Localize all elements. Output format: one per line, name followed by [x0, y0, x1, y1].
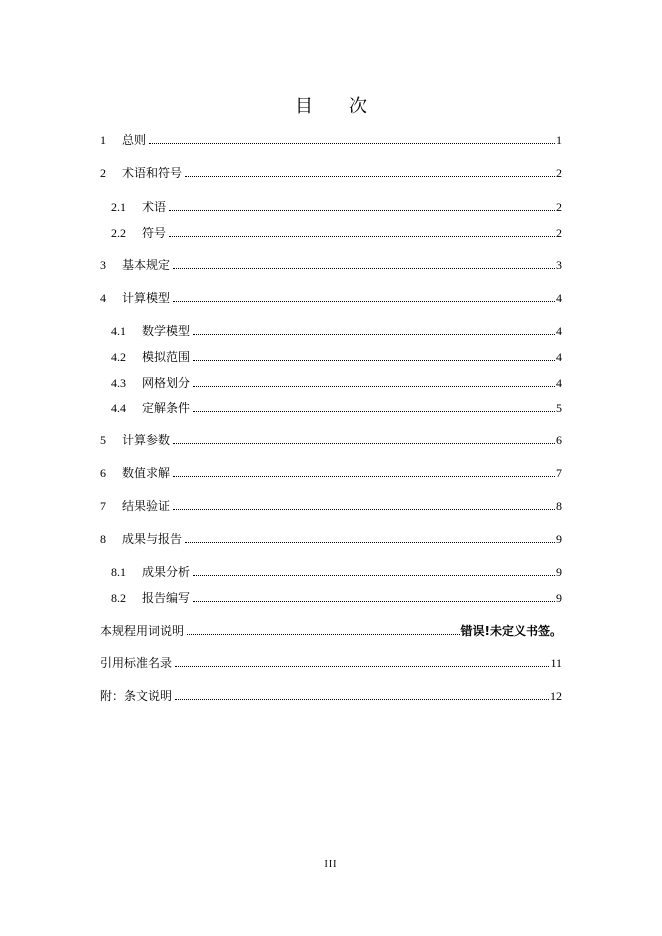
toc-leader-dots	[173, 268, 555, 269]
toc-entry-page: 2	[556, 226, 562, 240]
toc-entry-appendix[interactable]	[100, 687, 562, 705]
toc-entry-page: 4	[556, 324, 562, 338]
toc-entry-number: 4.4	[111, 401, 126, 415]
toc-leader-dots	[173, 476, 555, 477]
toc-leader-dots	[187, 634, 460, 635]
toc-entry-number: 5	[100, 433, 106, 447]
toc-entry-4-2[interactable]	[111, 348, 562, 366]
toc-entry-8-1[interactable]	[111, 563, 562, 581]
page-title-part2: 次	[349, 96, 367, 116]
toc-leader-dots	[193, 386, 555, 387]
toc-entry-label: 模拟范围	[142, 350, 191, 364]
toc-entry-number: 2	[100, 166, 106, 180]
toc-entry-label: 成果分析	[142, 565, 191, 579]
toc-entry-4[interactable]	[100, 289, 562, 307]
toc-entry-number: 4.3	[111, 376, 126, 390]
toc-entry-page: 4	[556, 376, 562, 390]
toc-entry-page: 2	[556, 166, 562, 180]
toc-entry-2-2[interactable]	[111, 224, 562, 242]
toc-leader-dots	[193, 411, 555, 412]
toc-entry-1[interactable]	[100, 131, 562, 149]
toc-entry-label: 网格划分	[142, 376, 191, 390]
toc-entry-label: 术语	[142, 200, 167, 214]
toc-leader-dots	[175, 699, 549, 700]
toc-entry-label: 本规程用词说明	[100, 624, 185, 638]
toc-entry-number: 8.2	[111, 591, 126, 605]
toc-entry-8[interactable]	[100, 530, 562, 548]
toc-entry-number: 3	[100, 258, 106, 272]
toc-entry-page: 4	[556, 291, 562, 305]
toc-entry-number: 6	[100, 466, 106, 480]
toc-entry-7[interactable]	[100, 497, 562, 515]
toc-leader-dots	[185, 176, 555, 177]
toc-entry-label: 术语和符号	[122, 166, 183, 180]
toc-leader-dots	[193, 601, 555, 602]
toc-entry-number: 4	[100, 291, 106, 305]
toc-entry-label: 引用标准名录	[100, 656, 173, 670]
toc-entry-number: 2.2	[111, 226, 126, 240]
toc-entry-label: 定解条件	[142, 401, 191, 415]
toc-entry-page: 3	[556, 258, 562, 272]
toc-entry-page: 6	[556, 433, 562, 447]
toc-leader-dots	[169, 210, 555, 211]
toc-leader-dots	[185, 542, 555, 543]
toc-entry-page: 9	[556, 532, 562, 546]
toc-entry-referenced-standards[interactable]	[100, 654, 562, 672]
toc-entry-5[interactable]	[100, 431, 562, 449]
toc-leader-dots	[169, 236, 555, 237]
toc-entry-page: 2	[556, 200, 562, 214]
toc-entry-4-1[interactable]	[111, 322, 562, 340]
toc-entry-6[interactable]	[100, 464, 562, 482]
toc-leader-dots	[173, 443, 555, 444]
toc-entry-3[interactable]	[100, 256, 562, 274]
toc-entry-number: 8.1	[111, 565, 126, 579]
toc-entry-number: 8	[100, 532, 106, 546]
toc-entry-8-2[interactable]	[111, 589, 562, 607]
toc-leader-dots	[173, 509, 555, 510]
toc-entry-page: 1	[556, 133, 562, 147]
toc-leader-dots	[193, 334, 555, 335]
toc-entry-page: 8	[556, 499, 562, 513]
toc-entry-number: 2.1	[111, 200, 126, 214]
toc-entry-2-1[interactable]	[111, 198, 562, 216]
toc-entry-label: 符号	[142, 226, 167, 240]
toc-entry-label: 总则	[122, 133, 147, 147]
toc-entry-label: 附：条文说明	[100, 689, 173, 703]
toc-entry-page-error: 错误!未定义书签。	[460, 624, 562, 638]
toc-entry-terms-explanation[interactable]	[100, 622, 562, 640]
toc-entry-label: 结果验证	[122, 499, 171, 513]
toc-entry-label: 数学模型	[142, 324, 191, 338]
toc-entry-label: 计算参数	[122, 433, 171, 447]
toc-entry-page: 12	[550, 689, 562, 703]
toc-entry-label: 数值求解	[122, 466, 171, 480]
toc-leader-dots	[175, 666, 549, 667]
toc-entry-page: 4	[556, 350, 562, 364]
toc-entry-4-4[interactable]	[111, 399, 562, 417]
toc-entry-label: 报告编写	[142, 591, 191, 605]
toc-entry-number: 4.2	[111, 350, 126, 364]
toc-leader-dots	[149, 143, 555, 144]
toc-entry-number: 7	[100, 499, 106, 513]
page-number: III	[324, 859, 338, 870]
toc-entry-number: 4.1	[111, 324, 126, 338]
toc-entry-page: 5	[556, 401, 562, 415]
toc-leader-dots	[193, 575, 555, 576]
toc-entry-label: 成果与报告	[122, 532, 183, 546]
toc-leader-dots	[173, 301, 555, 302]
toc-entry-4-3[interactable]	[111, 374, 562, 392]
toc-entry-2[interactable]	[100, 164, 562, 182]
toc-entry-label: 基本规定	[122, 258, 171, 272]
toc-entry-page: 9	[556, 591, 562, 605]
toc-entry-number: 1	[100, 133, 106, 147]
toc-entry-label: 计算模型	[122, 291, 171, 305]
page-title-part1: 目	[295, 96, 313, 116]
toc-entry-page: 9	[556, 565, 562, 579]
toc-leader-dots	[193, 360, 555, 361]
toc-entry-page: 11	[550, 656, 562, 670]
toc-entry-page: 7	[556, 466, 562, 480]
